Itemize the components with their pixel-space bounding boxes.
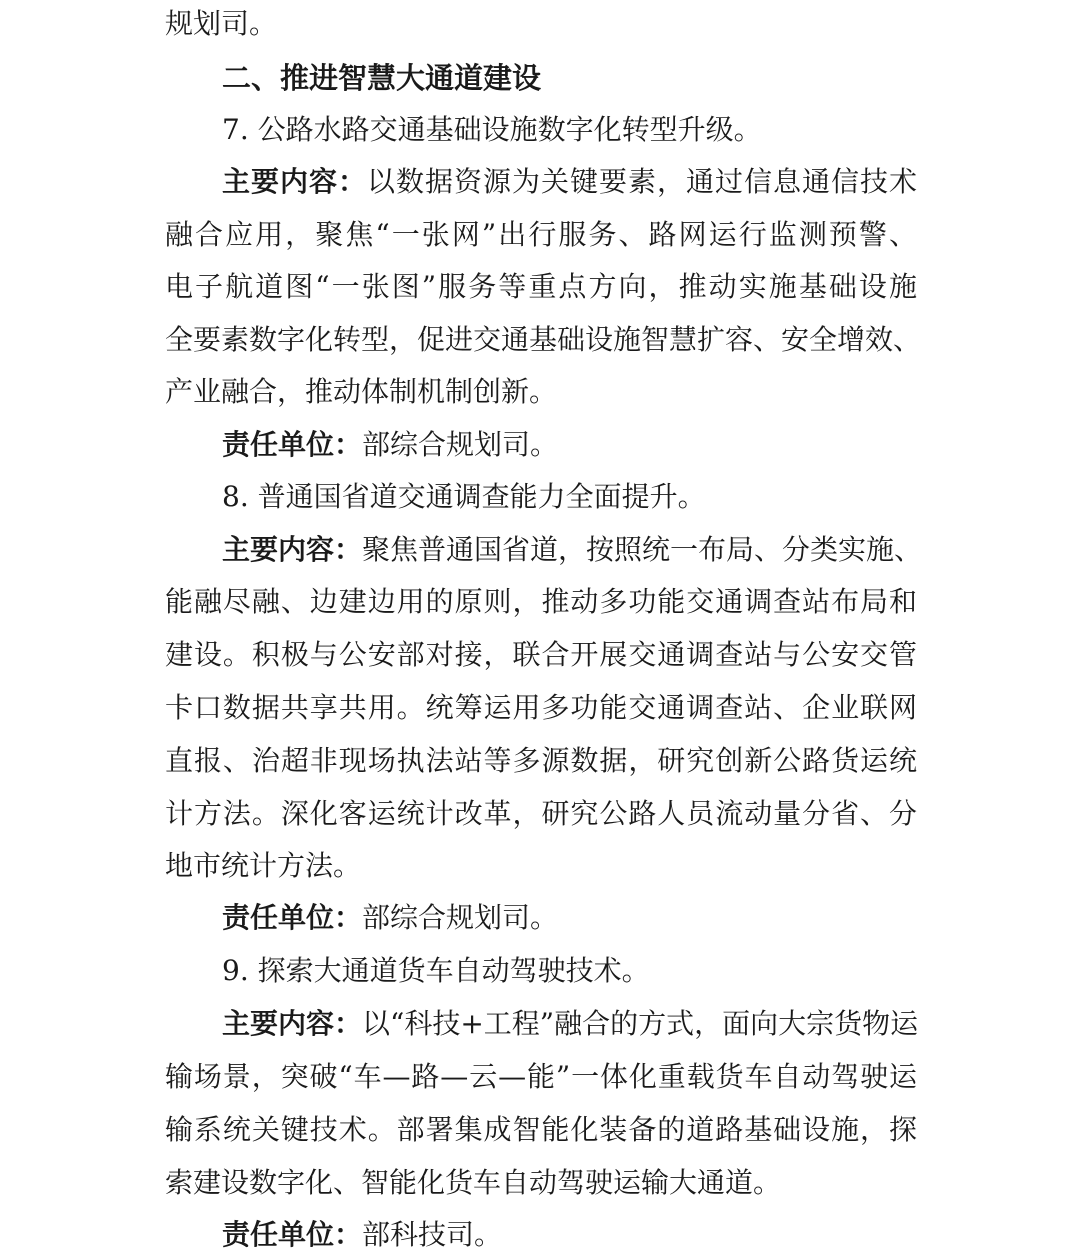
item-9-responsible: [222, 1215, 917, 1255]
item-8-content-line-3: 建设。积极与公安部对接，联合开展交通调查站与公安交管: [165, 638, 917, 671]
responsible-label: 责任单位：: [222, 1218, 363, 1251]
item-7-content-line-4: 全要素数字化转型，促进交通基础设施智慧扩容、安全增效、: [165, 323, 922, 356]
item-8-content-line-4: 卡口数据共享共用。统筹运用多功能交通调查站、企业联网: [165, 691, 917, 724]
item-8-responsible: [222, 898, 917, 938]
responsible-value: 部科技司。: [362, 1218, 503, 1251]
content-text: 以数据资源为关键要素，通过信息通信技术: [367, 165, 917, 198]
content-text: 以“科技+工程”融合的方式，面向大宗货物运: [362, 1007, 919, 1040]
content-label: 主要内容：: [222, 1007, 363, 1040]
item-8-content-line-1: [222, 530, 923, 570]
item-7-content-line-2: 融合应用，聚焦“一张网”出行服务、路网运行监测预警、: [165, 218, 917, 251]
item-9-content-line-4: 索建设数字化、智能化货车自动驾驶运输大通道。: [165, 1166, 782, 1199]
item-7-content-line-5: 产业融合，推动体制机制创新。: [165, 375, 558, 408]
section-heading: 二、推进智慧大通道建设: [222, 61, 542, 95]
content-text: 聚焦普通国省道，按照统一布局、分类实施、: [362, 533, 923, 566]
responsible-label: 责任单位：: [222, 901, 363, 934]
item-7-content-line-1: [222, 162, 917, 202]
item-9-content-line-3: 输系统关键技术。部署集成智能化装备的道路基础设施，探: [165, 1113, 917, 1146]
item-8-content-line-2: 能融尽融、边建边用的原则，推动多功能交通调查站布局和: [165, 585, 917, 618]
item-9-content-line-1: [222, 1004, 917, 1044]
continued-text-line: 规划司。: [165, 7, 278, 40]
item-9-title: 9. 探索大通道货车自动驾驶技术。: [222, 954, 650, 987]
content-label: 主要内容：: [222, 533, 363, 566]
item-7-responsible: [222, 425, 917, 465]
responsible-value: 部综合规划司。: [362, 428, 559, 461]
item-8-content-line-5: 直报、治超非现场执法站等多源数据，研究创新公路货运统: [165, 744, 917, 777]
item-7-title: 7. 公路水路交通基础设施数字化转型升级。: [222, 113, 762, 146]
item-8-content-line-6: 计方法。深化客运统计改革，研究公路人员流动量分省、分: [165, 797, 917, 830]
item-9-content-line-2: 输场景，突破“车—路—云—能”一体化重载货车自动驾驶运: [165, 1060, 917, 1093]
item-8-content-line-7: 地市统计方法。: [165, 849, 362, 882]
item-7-content-line-3: 电子航道图“一张图”服务等重点方向，推动实施基础设施: [165, 270, 917, 303]
content-label: 主要内容：: [222, 165, 367, 198]
item-8-title: 8. 普通国省道交通调查能力全面提升。: [222, 480, 706, 513]
responsible-label: 责任单位：: [222, 428, 363, 461]
responsible-value: 部综合规划司。: [362, 901, 559, 934]
